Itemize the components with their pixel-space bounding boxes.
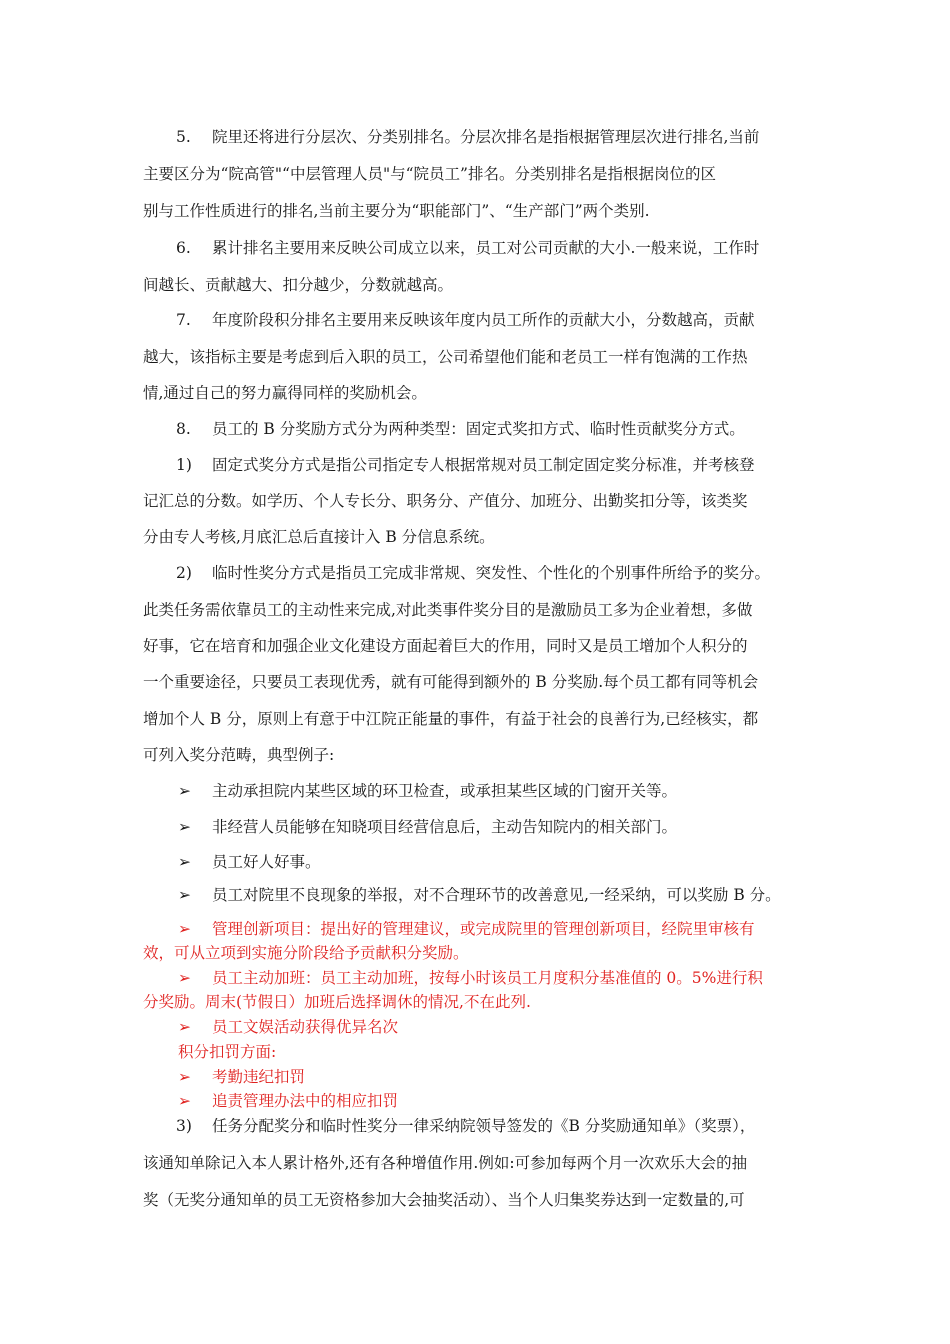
item-5-number: 5. <box>176 128 191 146</box>
item-5-line-1: 5. 院里还将进行分层次、分类别排名。分层次排名是指根据管理层次进行排名,当前 <box>176 128 760 146</box>
sub-2-number: 2) <box>176 564 192 582</box>
arrow-bullet-icon: ➢ <box>178 782 191 800</box>
arrow-bullet-icon: ➢ <box>178 886 191 904</box>
sub-1-line-3: 分由专人考核,月底汇总后直接计入 B 分信息系统。 <box>143 528 495 546</box>
deduction-heading: 积分扣罚方面: <box>178 1043 277 1061</box>
red-list-item: ➢ 管理创新项目：提出好的管理建议，或完成院里的管理创新项目，经院里审核有 <box>178 920 755 938</box>
red-list-item-continuation: 分奖励。周末(节假日）加班后选择调休的情况,不在此列. <box>143 993 531 1011</box>
item-6-line-2: 间越长、贡献越大、扣分越少，分数就越高。 <box>143 276 454 294</box>
arrow-bullet-icon: ➢ <box>178 1092 191 1110</box>
red-list-item: ➢ 员工主动加班：员工主动加班，按每小时该员工月度积分基准值的 0。5%进行积 <box>178 969 763 987</box>
item-6-line-1: 6. 累计排名主要用来反映公司成立以来，员工对公司贡献的大小.一般来说，工作时 <box>176 239 760 257</box>
red-list-item: ➢ 员工文娱活动获得优异名次 <box>178 1018 399 1036</box>
list-item: ➢ 主动承担院内某些区域的环卫检查，或承担某些区域的门窗开关等。 <box>178 782 678 800</box>
sub-3-line-3: 奖（无奖分通知单的员工无资格参加大会抽奖活动）、当个人归集奖券达到一定数量的,可 <box>143 1191 745 1209</box>
arrow-bullet-icon: ➢ <box>178 920 191 938</box>
arrow-bullet-icon: ➢ <box>178 1068 191 1086</box>
item-8-number: 8. <box>176 420 191 438</box>
sub-2-line-1: 2) 临时性奖分方式是指员工完成非常规、突发性、个性化的个别事件所给予的奖分。 <box>176 564 771 582</box>
list-item: ➢ 非经营人员能够在知晓项目经营信息后，主动告知院内的相关部门。 <box>178 818 678 836</box>
list-item: ➢ 员工好人好事。 <box>178 853 321 871</box>
arrow-bullet-icon: ➢ <box>178 1018 191 1036</box>
sub-2-line-5: 增加个人 B 分，原则上有意于中江院正能量的事件，有益于社会的良善行为,已经核实，都 <box>143 710 759 728</box>
item-8-line-1: 8. 员工的 B 分奖励方式分为两种类型：固定式奖扣方式、临时性贡献奖分方式。 <box>176 420 745 438</box>
sub-3-number: 3) <box>176 1117 192 1135</box>
arrow-bullet-icon: ➢ <box>178 818 191 836</box>
sub-3-line-1: 3) 任务分配奖分和临时性奖分一律采纳院领导签发的《B 分奖励通知单》（奖票）， <box>176 1117 756 1135</box>
item-7-line-2: 越大，该指标主要是考虑到后入职的员工，公司希望他们能和老员工一样有饱满的工作热 <box>143 348 748 366</box>
sub-2-line-2: 此类任务需依靠员工的主动性来完成,对此类事件奖分目的是激励员工多为企业着想，多做 <box>143 601 753 619</box>
arrow-bullet-icon: ➢ <box>178 853 191 871</box>
sub-2-line-3: 好事，它在培育和加强企业文化建设方面起着巨大的作用，同时又是员工增加个人积分的 <box>143 637 748 655</box>
item-6-number: 6. <box>176 239 191 257</box>
red-list-item: ➢ 考勤违纪扣罚 <box>178 1068 306 1086</box>
sub-1-line-1: 1) 固定式奖分方式是指公司指定专人根据常规对员工制定固定奖分标准，并考核登 <box>176 456 755 474</box>
arrow-bullet-icon: ➢ <box>178 969 191 987</box>
sub-2-line-4: 一个重要途径，只要员工表现优秀，就有可能得到额外的 B 分奖励.每个员工都有同等机会 <box>143 673 759 691</box>
item-5-line-3: 别与工作性质进行的排名,当前主要分为“职能部门”、“生产部门”两个类别. <box>143 202 650 220</box>
sub-2-line-6: 可列入奖分范畴，典型例子: <box>143 746 335 764</box>
sub-3-line-2: 该通知单除记入本人累计格外,还有各种增值作用.例如:可参加每两个月一次欢乐大会的抽 <box>143 1154 748 1172</box>
item-5-line-2: 主要区分为“院高管"“中层管理人员"与“院员工”排名。分类别排名是指根据岗位的区 <box>143 165 716 183</box>
sub-1-line-2: 记汇总的分数。如学历、个人专长分、职务分、产值分、加班分、出勤奖扣分等，该类奖 <box>143 492 748 510</box>
item-7-line-3: 情,通过自己的努力赢得同样的奖励机会。 <box>143 384 427 402</box>
item-7-number: 7. <box>176 311 191 329</box>
item-7-line-1: 7. 年度阶段积分排名主要用来反映该年度内员工所作的贡献大小，分数越高，贡献 <box>176 311 755 329</box>
red-list-item: ➢ 追责管理办法中的相应扣罚 <box>178 1092 399 1110</box>
red-list-item-continuation: 效，可从立项到实施分阶段给予贡献积分奖励。 <box>143 944 469 962</box>
sub-1-number: 1) <box>176 456 192 474</box>
list-item: ➢ 员工对院里不良现象的举报，对不合理环节的改善意见,一经采纳，可以奖励 B 分。 <box>178 886 781 904</box>
